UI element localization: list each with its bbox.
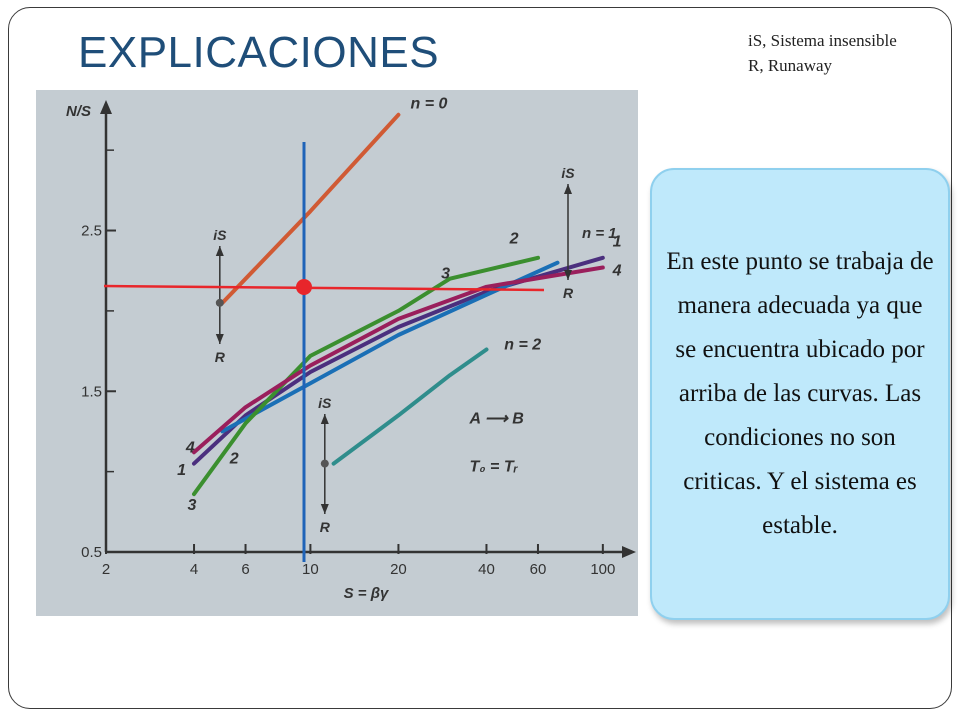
indicator-middle-r-label: R	[319, 519, 330, 535]
curve-label-n2: n = 2	[504, 336, 542, 354]
curve-label-1-left: 1	[177, 461, 186, 479]
x-tick-label: 40	[478, 561, 495, 578]
chart-photo	[36, 90, 638, 616]
annotation-a-to-b: A ⟶ B	[469, 410, 524, 428]
curve-label-1-right: 1	[612, 233, 622, 251]
legend-note-r: R, Runaway	[748, 56, 833, 75]
curve-label-n1: n = 1	[582, 225, 617, 242]
operating-point-marker	[296, 279, 312, 295]
curve-label-3-left: 3	[187, 497, 197, 515]
annotation-temperature: T₀ = Tᵣ	[469, 458, 519, 476]
point-middle	[321, 460, 329, 468]
curve-label-2-left: 2	[229, 450, 239, 468]
x-tick-label: 6	[241, 561, 250, 578]
y-axis-label: N/S	[66, 103, 92, 120]
indicator-left-is-label: iS	[213, 227, 227, 243]
curve-label-4-left: 4	[185, 439, 195, 457]
x-tick-label: 60	[529, 561, 547, 578]
slide-title: EXPLICACIONES	[78, 28, 440, 77]
point-left	[216, 299, 224, 307]
curve-label-3: 3	[441, 265, 451, 283]
indicator-right-r-label: R	[562, 285, 574, 301]
legend-note-is: iS, Sistema insensible	[748, 31, 897, 50]
indicator-left-r-label: R	[214, 349, 225, 365]
y-tick-label: 2.5	[81, 222, 102, 240]
callout-text: En este punto se trabaja de manera adecuada ya que se encuentra ubicado por arriba de las curvas. Las condiciones no son criticas. Y el sistema es estable.	[666, 248, 934, 539]
curve-label-n0: n = 0	[410, 95, 448, 113]
legend-note	[748, 28, 897, 78]
curve-label-2: 2	[509, 230, 519, 248]
x-tick-label: 4	[189, 561, 199, 578]
y-tick-label: 1.5	[81, 383, 102, 401]
curve-label-4-right: 4	[612, 262, 622, 280]
x-tick-label: 20	[390, 561, 407, 578]
callout-box	[650, 168, 950, 620]
indicator-middle-is-label: iS	[318, 395, 332, 411]
x-tick-label: 100	[590, 561, 616, 578]
x-axis-label: S = βγ	[343, 585, 389, 602]
x-tick-label: 10	[302, 561, 319, 578]
y-tick-label: 0.5	[81, 544, 102, 561]
indicator-right-is-label: iS	[561, 165, 575, 181]
x-tick-label: 2	[101, 561, 111, 578]
